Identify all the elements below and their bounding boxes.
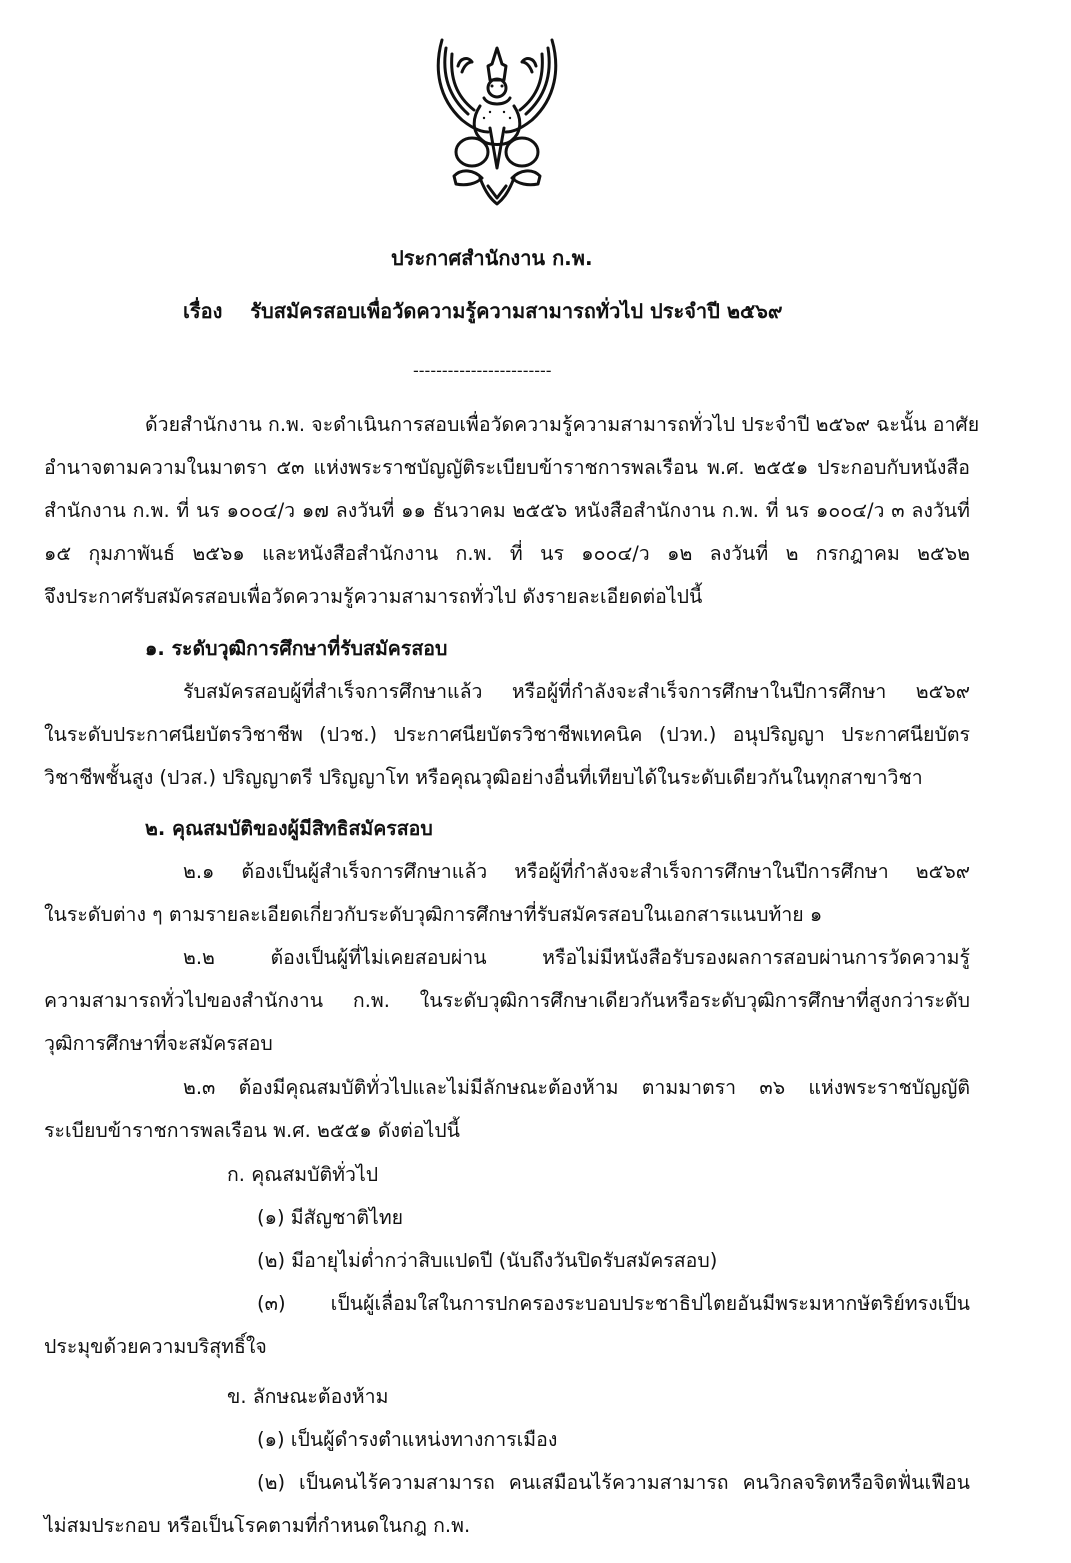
prohibited-characteristic-2-cont: ไม่สมประกอบ หรือเป็นโรคตามที่กำหนดในกฎ ก.พ. (44, 1514, 471, 1537)
section-1-line-2: ในระดับประกาศนียบัตรวิชาชีพ (ปวช.) ประกาศนียบัตรวิชาชีพเทคนิค (ปวท.) อนุปริญญา ประกาศนียบัตร (44, 723, 970, 746)
item-2-2-line-1: ๒.๒ ต้องเป็นผู้ที่ไม่เคยสอบผ่าน หรือไม่มีหนังสือรับรองผลการสอบผ่านการวัดความรู้ (183, 946, 970, 969)
general-qualification-2: (๒) มีอายุไม่ต่ำกว่าสิบแปดปี (นับถึงวันปิดรับสมัครสอบ) (257, 1249, 718, 1272)
subject-text: รับสมัครสอบเพื่อวัดความรู้ความสามารถทั่วไป ประจำปี ๒๕๖๙ (250, 299, 783, 323)
item-2-2-line-2: ความสามารถทั่วไปของสำนักงาน ก.พ. ในระดับวุฒิการศึกษาเดียวกันหรือระดับวุฒิการศึกษาที่สูงกว่าระดับ (44, 989, 970, 1012)
prohibited-characteristic-2: (๒) เป็นคนไร้ความสามารถ คนเสมือนไร้ความสามารถ คนวิกลจริตหรือจิตฟั่นเฟือน (257, 1471, 970, 1494)
general-qualification-3: (๓) เป็นผู้เลื่อมใสในการปกครองระบอบประชาธิปไตยอันมีพระมหากษัตริย์ทรงเป็น (257, 1292, 970, 1315)
item-2-2-line-3: วุฒิการศึกษาที่จะสมัครสอบ (44, 1032, 273, 1055)
preamble-line-2: อำนาจตามความในมาตรา ๕๓ แห่งพระราชบัญญัติระเบียบข้าราชการพลเรือน พ.ศ. ๒๕๕๑ ประกอบกับหนังสือ (44, 456, 970, 479)
subject-line (183, 298, 782, 324)
issuer-title: ประกาศสำนักงาน ก.พ. (391, 246, 593, 270)
preamble-line-3: สำนักงาน ก.พ. ที่ นร ๑๐๐๔/ว ๑๗ ลงวันที่ ๑๑ ธันวาคม ๒๕๕๖ หนังสือสำนักงาน ก.พ. ที่ นร ๑๐๐๔/ว ๓ ลงวันที่ (44, 499, 970, 522)
preamble-line-4: ๑๕ กุมภาพันธ์ ๒๕๖๑ และหนังสือสำนักงาน ก.พ. ที่ นร ๑๐๐๔/ว ๑๒ ลงวันที่ ๒ กรกฎาคม ๒๕๖๒ (44, 542, 970, 565)
garuda-emblem-icon (432, 28, 562, 208)
prohibited-characteristic-1: (๑) เป็นผู้ดำรงตำแหน่งทางการเมือง (257, 1428, 558, 1451)
section-1-heading: ๑. ระดับวุฒิการศึกษาที่รับสมัครสอบ (145, 637, 448, 660)
section-2-heading: ๒. คุณสมบัติของผู้มีสิทธิสมัครสอบ (145, 817, 433, 840)
item-2-1-line-2: ในระดับต่าง ๆ ตามรายละเอียดเกี่ยวกับระดับวุฒิการศึกษาที่รับสมัครสอบในเอกสารแนบท้าย ๑ (44, 903, 823, 926)
section-1-line-1: รับสมัครสอบผู้ที่สำเร็จการศึกษาแล้ว หรือผู้ที่กำลังจะสำเร็จการศึกษาในปีการศึกษา ๒๕๖๙ (183, 680, 970, 703)
item-2-3-line-2: ระเบียบข้าราชการพลเรือน พ.ศ. ๒๕๕๑ ดังต่อไปนี้ (44, 1119, 460, 1142)
general-qualification-3-cont: ประมุขด้วยความบริสุทธิ์ใจ (44, 1335, 267, 1358)
prohibited-characteristics-heading: ข. ลักษณะต้องห้าม (227, 1385, 389, 1408)
item-2-3-line-1: ๒.๓ ต้องมีคุณสมบัติทั่วไปและไม่มีลักษณะต้องห้าม ตามมาตรา ๓๖ แห่งพระราชบัญญัติ (183, 1076, 970, 1099)
subject-label: เรื่อง (183, 299, 223, 323)
general-qualification-1: (๑) มีสัญชาติไทย (257, 1206, 404, 1229)
item-2-1-line-1: ๒.๑ ต้องเป็นผู้สำเร็จการศึกษาแล้ว หรือผู้ที่กำลังจะสำเร็จการศึกษาในปีการศึกษา ๒๕๖๙ (183, 860, 970, 883)
preamble-line-5: จึงประกาศรับสมัครสอบเพื่อวัดความรู้ความสามารถทั่วไป ดังรายละเอียดต่อไปนี้ (44, 585, 703, 608)
preamble-line-1: ด้วยสำนักงาน ก.พ. จะดำเนินการสอบเพื่อวัดความรู้ความสามารถทั่วไป ประจำปี ๒๕๖๙ ฉะนั้น อาศัย (145, 413, 980, 436)
section-1-line-3: วิชาชีพชั้นสูง (ปวส.) ปริญญาตรี ปริญญาโท หรือคุณวุฒิอย่างอื่นที่เทียบได้ในระดับเดียวกันในทุกสาขาวิชา (44, 766, 923, 789)
separator-line: ------------------------ (413, 361, 552, 380)
general-qualifications-heading: ก. คุณสมบัติทั่วไป (227, 1163, 379, 1186)
